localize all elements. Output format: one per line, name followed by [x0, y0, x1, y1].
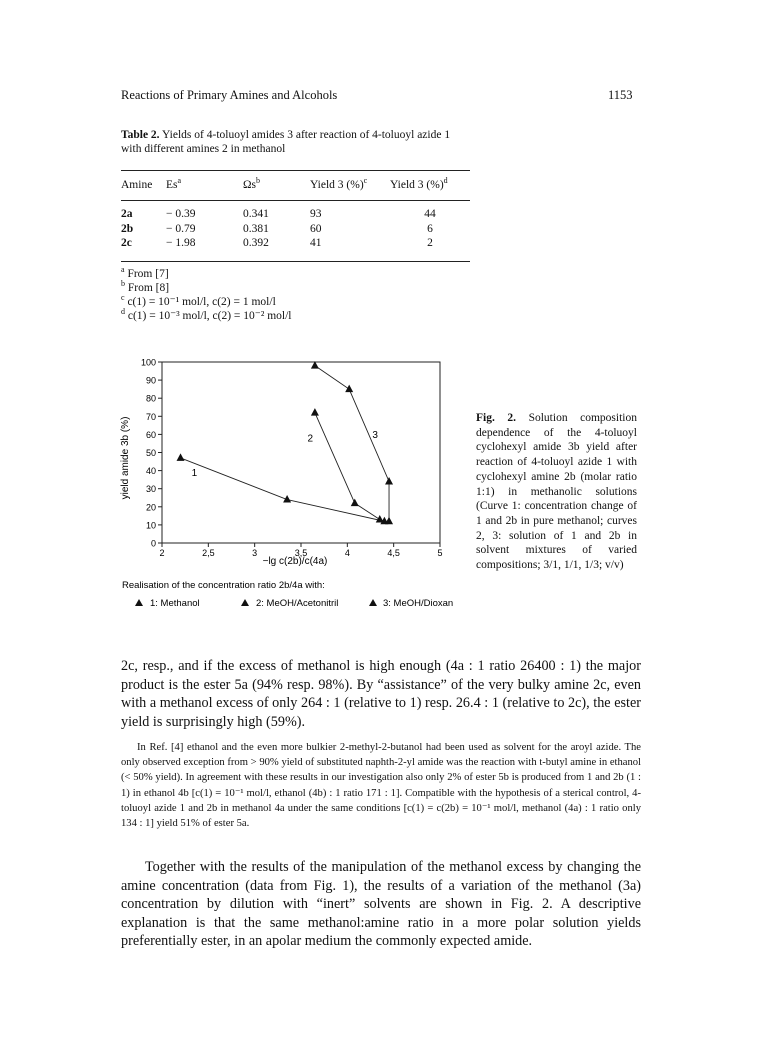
x-tick-label: 2,5: [202, 548, 215, 558]
curve-label-1: 1: [191, 468, 198, 480]
footnote-b: $^b$ From [8]: [121, 279, 170, 294]
legend-item-3: [369, 598, 453, 609]
cell-yield-d: 44: [424, 208, 436, 221]
header-amine: Amine: [121, 179, 153, 191]
footnote-d: $^d$ c(1) = 10⁻³ mol/l, c(2) = 10⁻² mol/l: [121, 307, 292, 322]
data-point-triangle: [351, 499, 359, 507]
data-point-triangle: [311, 408, 319, 416]
series-line-1: [181, 458, 385, 521]
cell-es: − 0.79: [166, 222, 196, 235]
cell-yield-d: 6: [427, 222, 433, 235]
header-yield-c: Yield 3 (%)$^c$: [310, 176, 368, 191]
running-title: Reactions of Primary Amines and Alcohols: [121, 88, 338, 102]
yield-chart: [110, 350, 470, 620]
x-tick-label: 3,5: [294, 548, 308, 558]
y-tick-label: 70: [145, 411, 156, 422]
y-axis-label: yield amide 3b (%): [120, 416, 131, 500]
table-row: [121, 236, 470, 261]
table-caption: [121, 128, 471, 156]
header-yield-d: Yield 3 (%)$^d$: [390, 176, 448, 191]
curve-label-2: 2: [307, 433, 314, 445]
body-paragraph-1: 2c, resp., and if the excess of methanol is high enough (4a : 1 ratio 26400 : 1) the major product is the ester 5a (94% resp. 98%). By “assistance” of the very bulky amine 2c, even with a methanol excess of only 264 : 1 (relative to 1) resp. 26.4 : 1 (relative to 2c), the ester yield is surprisingly high (59%).: [121, 658, 641, 730]
footnote-a: $^a$ From [7]: [121, 265, 169, 280]
cell-omega: 0.392: [243, 236, 310, 261]
series-line-2: [315, 413, 380, 520]
y-tick-label: 90: [145, 375, 156, 386]
cell-amine: 2a: [121, 208, 133, 221]
x-tick-label: 2: [159, 548, 165, 558]
y-tick-label: 10: [145, 520, 156, 531]
legend-marker-triangle-icon: [241, 599, 249, 606]
plot-frame: [162, 362, 440, 543]
y-tick-label: 80: [145, 393, 156, 404]
table-caption-label: Table 2.: [121, 129, 160, 141]
data-point-triangle: [345, 385, 353, 393]
body-paragraph-2: In Ref. [4] ethanol and the even more bulkier 2-methyl-2-butanol had been used as solvent for the aroyl azide. The only observed exception from > 90% yield of substituted naphth-2-yl amide was the reaction with t-butyl amine in ethanol (< 50% yield). In agreement with these results in our investigation also only 2% of ester 5b is produced from 1 and 2b (1 : 1) in ethanol 4b [c(1) = 10⁻¹ mol/l, ethanol (4b) : 1 ratio 171 : 1]. Compatible with the hypothesis of a sterical control, 4-toluoyl azide 1 and 2b in methanol 4a under the same conditions [c(1) = c(2b) = 10⁻¹ mol/l, methanol (4a) : 1 ratio only 134 : 1] yield 51% of ester 5a.: [121, 742, 641, 830]
header-omega: $\Omega s^b$: [243, 176, 261, 191]
y-tick-label: 60: [145, 429, 156, 440]
figure-caption: [476, 411, 637, 573]
x-tick-label: 4: [344, 548, 350, 558]
legend-label-2: 2: MeOH/Acetonitril: [256, 598, 339, 609]
cell-yield-d: 2: [390, 236, 470, 261]
data-point-triangle: [385, 477, 393, 485]
x-tick-label: 4,5: [387, 548, 400, 558]
y-tick-label: 0: [150, 538, 156, 549]
figure-caption-text: Solution composition dependence of the 4-toluoyl cyclohexyl amide 3b yield after reaction of 4-toluoyl azide 1 with cyclohexyl amine 2b (molar ratio 1:1) in methanolic solutions (Curve 1: concentration change of 1 and 2b in pure methanol; curves 2, 3: solution of 1 and 2b in solvent mixtures of varied compositions; 3/1, 1/1, 1/3; v/v): [476, 412, 637, 572]
cell-amine: 2c: [121, 236, 166, 261]
yields-table: [121, 170, 470, 262]
table-row: [121, 222, 470, 237]
data-point-triangle: [376, 515, 384, 523]
cell-es: − 1.98: [166, 236, 243, 261]
cell-es: − 0.39: [166, 208, 196, 221]
cell-omega: 0.341: [243, 208, 269, 221]
y-tick-label: 100: [140, 357, 156, 368]
legend-item-1: [135, 598, 200, 609]
cell-amine: 2b: [121, 222, 134, 235]
legend-marker-triangle-icon: [369, 599, 377, 606]
cell-omega: 0.381: [243, 222, 269, 235]
legend-label-3: 3: MeOH/Dioxan: [383, 598, 454, 609]
y-tick-label: 30: [145, 484, 156, 495]
table-header-row: [121, 171, 470, 201]
cell-yield-c: 41: [310, 236, 390, 261]
footnote-c: $^c$ c(1) = 10⁻¹ mol/l, c(2) = 1 mol/l: [121, 293, 276, 308]
page-number: 1153: [608, 88, 633, 102]
data-point-triangle: [177, 453, 185, 461]
table-caption-text: Yields of 4-toluoyl amides 3 after reaction of 4-toluoyl azide 1 with different amines 2 in methanol: [121, 129, 451, 155]
legend-marker-triangle-icon: [135, 599, 143, 606]
cell-yield-c: 93: [310, 208, 322, 221]
cell-yield-c: 60: [310, 222, 322, 235]
y-tick-label: 20: [145, 502, 156, 513]
y-tick-label: 40: [145, 466, 156, 477]
legend-title: Realisation of the concentration ratio 2b/4a with:: [122, 580, 325, 591]
x-axis-label: −lg c(2b)/c(4a): [262, 556, 328, 567]
x-tick-label: 5: [437, 548, 443, 558]
body-paragraph-3: Together with the results of the manipulation of the methanol excess by changing the amine concentration (data from Fig. 1), the results of a variation of the methanol (3a) concentration by dilution with “inert” solvents are shown in Fig. 2. A descriptive explanation is that the same methanol:amine ratio in a more polar solution yields preferentially ester, in an apolar medium the commonly expected amide.: [121, 859, 641, 949]
figure-caption-label: Fig. 2.: [476, 412, 517, 424]
x-tick-label: 3: [252, 548, 258, 558]
legend-label-1: 1: Methanol: [150, 598, 200, 609]
curve-label-3: 3: [372, 430, 378, 442]
header-es: Es$^a$: [166, 176, 182, 191]
table-row: [121, 201, 470, 222]
y-tick-label: 50: [145, 448, 156, 458]
legend-item-2: [241, 598, 338, 609]
